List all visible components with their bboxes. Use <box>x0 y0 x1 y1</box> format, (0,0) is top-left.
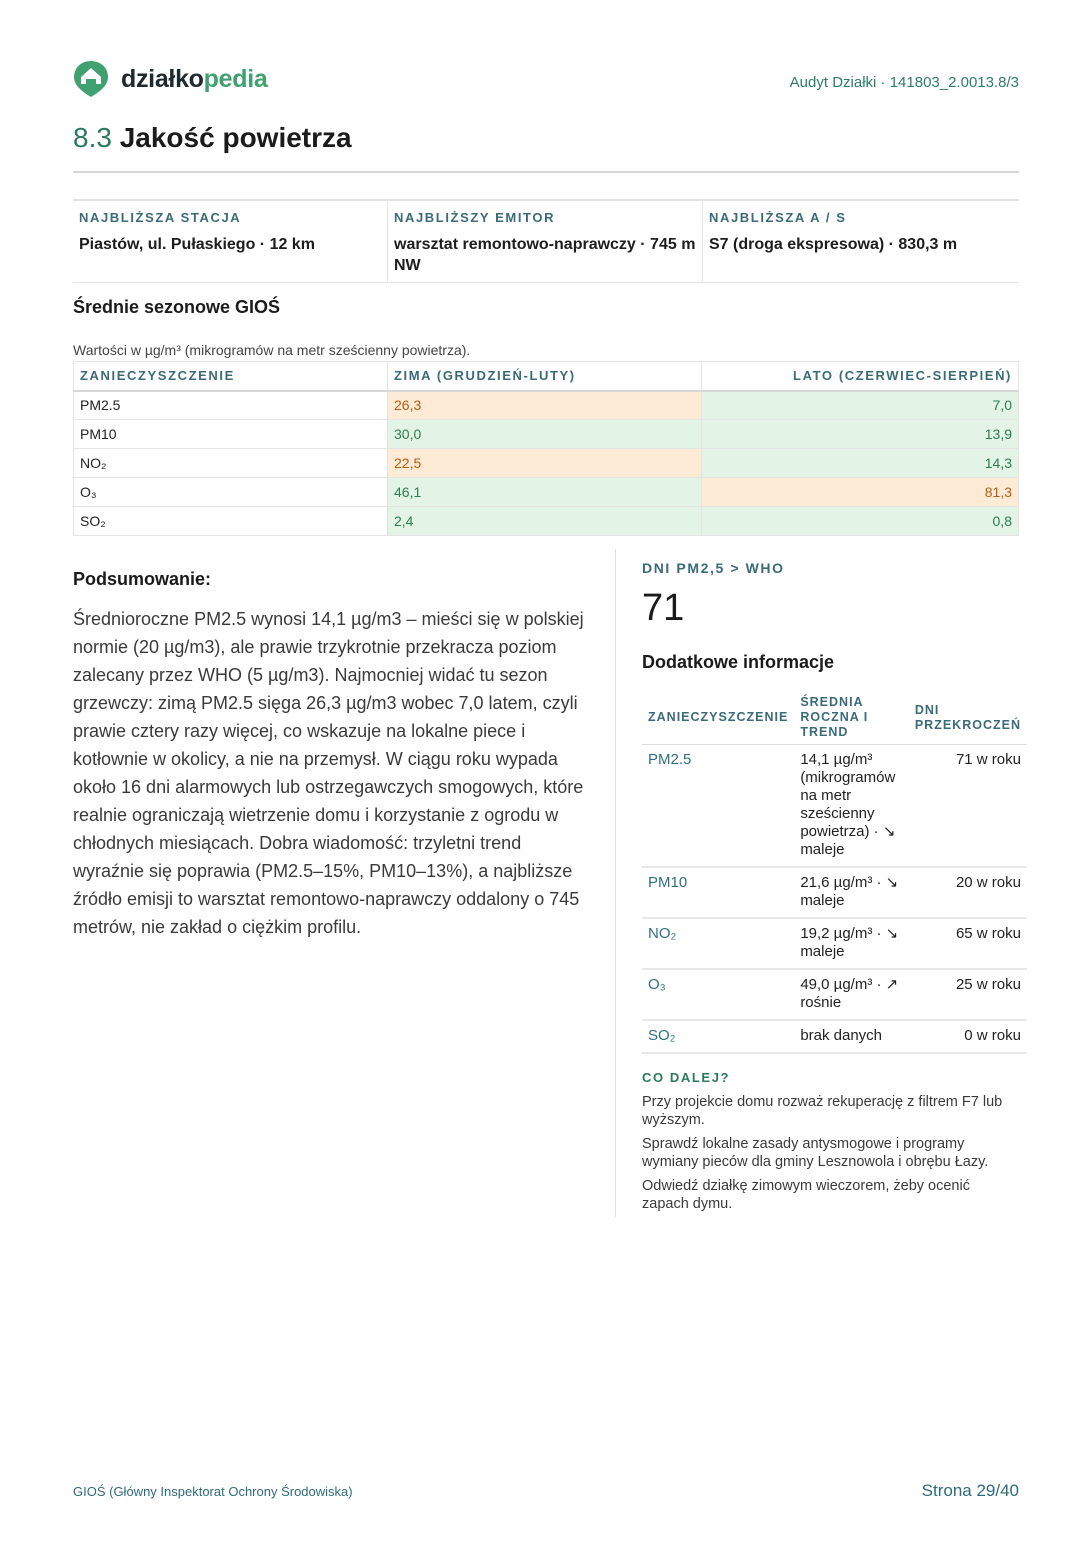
mean-trend-cell: 49,0 µg/m³ · ↗ rośnie <box>794 969 909 1020</box>
days-cell: 0 w roku <box>909 1020 1027 1053</box>
days-cell: 20 w roku <box>909 867 1027 918</box>
info-value: S7 (droga ekspresowa) · 830,3 m <box>709 236 958 253</box>
page-header <box>73 60 1019 100</box>
footer-source: GIOŚ (Główny Inspektorat Ochrony Środowiska) <box>73 1484 353 1499</box>
summer-cell: 0,8 <box>702 507 1019 536</box>
column-header: ZIMA (GRUDZIEŃ-LUTY) <box>388 362 702 391</box>
column-header: ZANIECZYSZCZENIE <box>642 691 794 745</box>
table-row <box>642 918 1027 969</box>
table-row <box>74 391 1019 420</box>
logo-text: działkopedia <box>121 64 268 93</box>
pollutant-cell: PM2.5 <box>74 391 388 420</box>
pollutant-cell: PM10 <box>642 867 794 918</box>
map-pin-icon <box>73 60 109 98</box>
pollutant-cell: O₃ <box>642 969 794 1020</box>
next-steps-label: CO DALEJ? <box>642 1070 731 1085</box>
page-title <box>73 122 352 154</box>
title-divider <box>73 171 1019 173</box>
winter-cell: 2,4 <box>388 507 702 536</box>
summer-cell: 81,3 <box>702 478 1019 507</box>
info-value: warsztat remontowo-naprawczy · 745 m NW <box>394 236 696 274</box>
pollutant-cell: SO₂ <box>642 1020 794 1053</box>
column-divider <box>615 549 616 1217</box>
additional-info-table <box>642 691 1027 1054</box>
info-value: Piastów, ul. Pułaskiego · 12 km <box>79 236 315 253</box>
info-label: NAJBLIŻSZA A / S <box>709 210 847 225</box>
right-column <box>642 560 1019 1213</box>
column-header: DNI PRZEKROCZEŃ <box>909 691 1027 745</box>
next-step-tip: Sprawdź lokalne zasady antysmogowe i programy wymiany pieców dla gminy Lesznowola i obrębu Łazy. <box>642 1136 989 1170</box>
winter-cell: 46,1 <box>388 478 702 507</box>
info-label: NAJBLIŻSZA STACJA <box>79 210 242 225</box>
winter-cell: 30,0 <box>388 420 702 449</box>
pollutant-cell: O₃ <box>74 478 388 507</box>
pollutant-cell: NO₂ <box>642 918 794 969</box>
pollutant-cell: PM2.5 <box>642 745 794 868</box>
table-row <box>74 478 1019 507</box>
winter-cell: 22,5 <box>388 449 702 478</box>
column-header: ZANIECZYSZCZENIE <box>74 362 388 391</box>
days-cell: 65 w roku <box>909 918 1027 969</box>
column-header: ŚREDNIA ROCZNA I TREND <box>794 691 909 745</box>
mean-trend-cell: 19,2 µg/m³ · ↘ maleje <box>794 918 909 969</box>
table-row <box>642 745 1027 868</box>
seasonal-title: Średnie sezonowe GIOŚ <box>73 297 281 317</box>
pollutant-cell: SO₂ <box>74 507 388 536</box>
mean-trend-cell: 21,6 µg/m³ · ↘ maleje <box>794 867 909 918</box>
section-number: 8.3 <box>73 122 112 153</box>
next-step-tip: Odwiedź działkę zimowym wieczorem, żeby ocenić zapach dymu. <box>642 1178 970 1212</box>
table-row <box>642 1020 1027 1053</box>
table-row <box>74 449 1019 478</box>
table-row <box>74 507 1019 536</box>
info-station <box>73 201 388 282</box>
audit-id: Audyt Działki · 141803_2.0013.8/3 <box>789 74 1019 91</box>
summer-cell: 14,3 <box>702 449 1019 478</box>
pollutant-cell: NO₂ <box>74 449 388 478</box>
seasonal-table <box>73 361 1019 536</box>
page-number: Strona 29/40 <box>921 1481 1019 1500</box>
seasonal-caption: Wartości w µg/m³ (mikrogramów na metr sześcienny powietrza). <box>73 342 471 358</box>
kpi-value: 71 <box>642 587 685 629</box>
additional-info-title: Dodatkowe informacje <box>642 652 835 672</box>
info-emitter <box>388 201 703 282</box>
mean-trend-cell: brak danych <box>794 1020 909 1053</box>
table-row <box>74 420 1019 449</box>
mean-trend-cell: 14,1 µg/m³ (mikrogramów na metr sześcienny powietrza) · ↘ maleje <box>794 745 909 868</box>
info-label: NAJBLIŻSZY EMITOR <box>394 210 556 225</box>
days-cell: 71 w roku <box>909 745 1027 868</box>
winter-cell: 26,3 <box>388 391 702 420</box>
info-road <box>703 201 1019 282</box>
kpi-label: DNI PM2,5 > WHO <box>642 560 785 576</box>
info-row <box>73 199 1019 283</box>
summary-title: Podsumowanie: <box>73 569 212 589</box>
column-header: LATO (CZERWIEC-SIERPIEŃ) <box>702 362 1019 391</box>
summary-text: Średnioroczne PM2.5 wynosi 14,1 µg/m3 – mieści się w polskiej normie (20 µg/m3), ale prawie trzykrotnie przekracza poziom zalecany przez WHO (5 µg/m3). Najmocniej widać tu sezon grzewczy: zimą PM2.5 sięga 26,3 µg/m3 wobec 7,0 latem, czyli prawie cztery razy więcej, co wskazuje na lokalne piece i kotłownie w okolicy, a nie na przemysł. W ciągu roku wypada około 16 dni alarmowych lub ostrzegawczych smogowych, które realnie ograniczają wietrzenie domu i korzystanie z ogrodu w chłodnych miesiącach. Dobra wiadomość: trzyletni trend wyraźnie się poprawia (PM2.5–15%, PM10–13%), a najbliższe źródło emisji to warsztat remontowo-naprawczy oddalony o 745 metrów, nie zakład o ciężkim profilu. <box>73 609 584 937</box>
days-cell: 25 w roku <box>909 969 1027 1020</box>
table-row <box>642 867 1027 918</box>
pollutant-cell: PM10 <box>74 420 388 449</box>
next-step-tip: Przy projekcie domu rozważ rekuperację z filtrem F7 lub wyższym. <box>642 1094 1003 1128</box>
logo <box>73 60 267 98</box>
summer-cell: 13,9 <box>702 420 1019 449</box>
table-row <box>642 969 1027 1020</box>
section-title-text: Jakość powietrza <box>119 122 352 153</box>
summer-cell: 7,0 <box>702 391 1019 420</box>
